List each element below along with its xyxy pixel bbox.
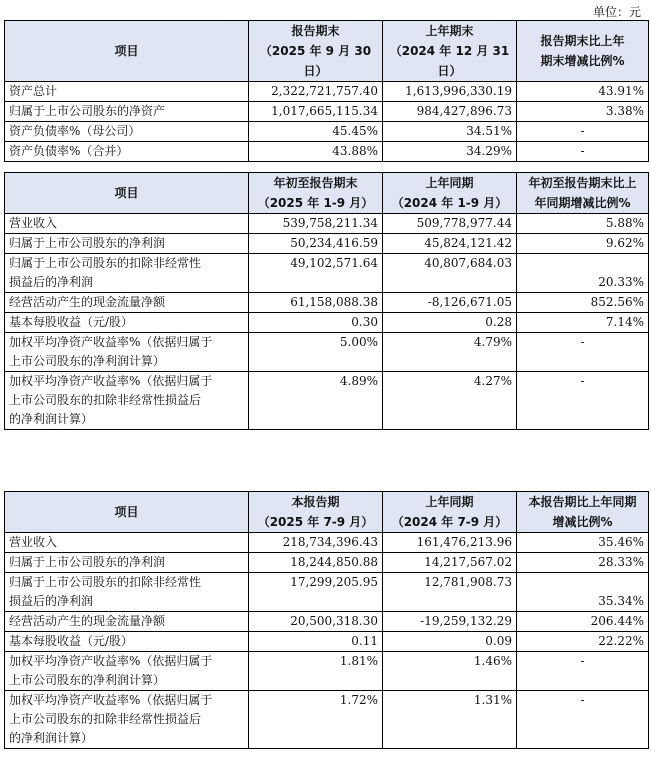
header-item: 项目	[5, 492, 249, 533]
header-item: 项目	[5, 173, 249, 214]
row-label: 资产负债率%（合并）	[5, 142, 249, 162]
quarter-income-table	[4, 491, 649, 749]
header-change-pct: 本报告期比上年同期 增减比例%	[517, 492, 649, 533]
cell-value: 61,158,088.38	[249, 293, 383, 313]
cell-value: 14,217,567.02	[383, 553, 517, 573]
cell-value: 45.45%	[249, 122, 383, 142]
cell-value: -	[517, 652, 649, 691]
cell-value: 45,824,121.42	[383, 234, 517, 254]
cell-value: 35.46%	[517, 533, 649, 553]
table-row	[5, 573, 649, 612]
cell-value: 43.91%	[517, 82, 649, 102]
cell-value: -	[517, 691, 649, 749]
table-row	[5, 372, 649, 430]
table-row	[5, 102, 649, 122]
cell-value: 1.72%	[249, 691, 383, 749]
cell-value: -19,259,132.29	[383, 612, 517, 632]
balance-summary-table	[4, 20, 649, 162]
table-row	[5, 142, 649, 162]
header-ytd: 年初至报告期末 （2025 年 1-9 月）	[249, 173, 383, 214]
cell-value: 17,299,205.95	[249, 573, 383, 612]
header-change-pct: 报告期末比上年 期末增减比例%	[517, 21, 649, 82]
cell-value: 161,476,213.96	[383, 533, 517, 553]
cell-value: 34.29%	[383, 142, 517, 162]
cell-value: 509,778,977.44	[383, 214, 517, 234]
table-header-row	[5, 173, 649, 214]
row-label: 归属于上市公司股东的净利润	[5, 234, 249, 254]
cell-value: 40,807,684.03	[383, 254, 517, 293]
cell-value: 2,322,721,757.40	[249, 82, 383, 102]
header-prior-period: 上年同期 （2024 年 1-9 月）	[383, 173, 517, 214]
cell-value: 9.62%	[517, 234, 649, 254]
cell-value: -8,126,671.05	[383, 293, 517, 313]
table-row	[5, 234, 649, 254]
cell-value: 0.11	[249, 632, 383, 652]
table-row	[5, 313, 649, 333]
row-label: 资产总计	[5, 82, 249, 102]
table-row	[5, 214, 649, 234]
table-header-row	[5, 492, 649, 533]
row-label: 归属于上市公司股东的净资产	[5, 102, 249, 122]
row-label: 加权平均净资产收益率%（依据归属于 上市公司股东的扣除非经常性损益后 的净利润计算）	[5, 372, 249, 430]
table-row	[5, 533, 649, 553]
row-label: 经营活动产生的现金流量净额	[5, 612, 249, 632]
table-row	[5, 82, 649, 102]
cell-value: 5.88%	[517, 214, 649, 234]
cell-value: 4.79%	[383, 333, 517, 372]
table-header-row	[5, 21, 649, 82]
cell-value: 5.00%	[249, 333, 383, 372]
unit-label: 单位：元	[592, 5, 641, 19]
cell-value: 43.88%	[249, 142, 383, 162]
cell-value: 1,017,665,115.34	[249, 102, 383, 122]
header-change-pct: 年初至报告期末比上 年同期增减比例%	[517, 173, 649, 214]
ytd-income-table	[4, 172, 649, 430]
cell-value: 852.56%	[517, 293, 649, 313]
header-current-quarter: 本报告期 （2025 年 7-9 月）	[249, 492, 383, 533]
cell-value: 539,758,211.34	[249, 214, 383, 234]
cell-value: 50,234,416.59	[249, 234, 383, 254]
cell-value: 1.46%	[383, 652, 517, 691]
cell-value: 4.89%	[249, 372, 383, 430]
cell-value: 218,734,396.43	[249, 533, 383, 553]
header-item: 项目	[5, 21, 249, 82]
table-row	[5, 652, 649, 691]
cell-value: 12,781,908.73	[383, 573, 517, 612]
row-label: 加权平均净资产收益率%（依据归属于 上市公司股东的净利润计算）	[5, 652, 249, 691]
table-row	[5, 293, 649, 313]
row-label: 加权平均净资产收益率%（依据归属于 上市公司股东的净利润计算）	[5, 333, 249, 372]
table-row	[5, 333, 649, 372]
row-label: 基本每股收益（元/股）	[5, 313, 249, 333]
cell-value: 206.44%	[517, 612, 649, 632]
table-row	[5, 254, 649, 293]
cell-value: 49,102,571.64	[249, 254, 383, 293]
table-row	[5, 553, 649, 573]
row-label: 归属于上市公司股东的扣除非经常性 损益后的净利润	[5, 254, 249, 293]
cell-value: 4.27%	[383, 372, 517, 430]
cell-value: 0.30	[249, 313, 383, 333]
header-period-end: 报告期末 （2025 年 9 月 30 日）	[249, 21, 383, 82]
row-label: 经营活动产生的现金流量净额	[5, 293, 249, 313]
cell-value: 1,613,996,330.19	[383, 82, 517, 102]
header-prior-year-end: 上年期末 （2024 年 12 月 31 日）	[383, 21, 517, 82]
cell-value: -	[517, 333, 649, 372]
row-label: 加权平均净资产收益率%（依据归属于 上市公司股东的扣除非经常性损益后 的净利润计算）	[5, 691, 249, 749]
cell-value: 0.28	[383, 313, 517, 333]
cell-value: 20,500,318.30	[249, 612, 383, 632]
row-label: 基本每股收益（元/股）	[5, 632, 249, 652]
table-row	[5, 612, 649, 632]
cell-value: 18,244,850.88	[249, 553, 383, 573]
cell-value: 34.51%	[383, 122, 517, 142]
cell-value: -	[517, 372, 649, 430]
cell-value: 984,427,896.73	[383, 102, 517, 122]
cell-value: 3.38%	[517, 102, 649, 122]
row-label: 营业收入	[5, 214, 249, 234]
row-label: 营业收入	[5, 533, 249, 553]
cell-value: -	[517, 142, 649, 162]
row-label: 归属于上市公司股东的扣除非经常性 损益后的净利润	[5, 573, 249, 612]
header-prior-period: 上年同期 （2024 年 7-9 月）	[383, 492, 517, 533]
cell-value: 7.14%	[517, 313, 649, 333]
row-label: 资产负债率%（母公司）	[5, 122, 249, 142]
table-row	[5, 691, 649, 749]
row-label: 归属于上市公司股东的净利润	[5, 553, 249, 573]
cell-value: 35.34%	[517, 573, 649, 612]
cell-value: 1.81%	[249, 652, 383, 691]
cell-value: -	[517, 122, 649, 142]
cell-value: 1.31%	[383, 691, 517, 749]
cell-value: 0.09	[383, 632, 517, 652]
cell-value: 20.33%	[517, 254, 649, 293]
table-row	[5, 122, 649, 142]
cell-value: 28.33%	[517, 553, 649, 573]
table-row	[5, 632, 649, 652]
cell-value: 22.22%	[517, 632, 649, 652]
